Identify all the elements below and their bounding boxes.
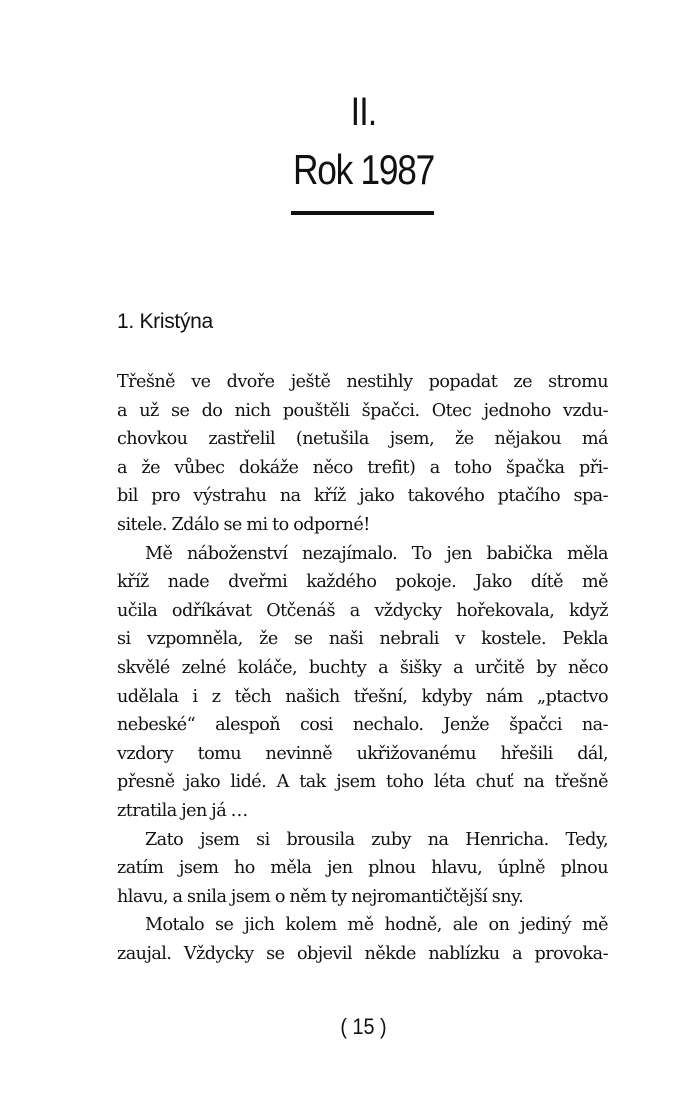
title-rule — [291, 211, 434, 215]
text-line: skvělé zelné koláče, buchty a šišky a určitě by něco — [117, 657, 608, 678]
page-number: ( 15 ) — [340, 1014, 387, 1039]
text-line: učila odříkávat Otčenáš a vždycky hořekovala, když — [117, 600, 608, 621]
text-line: bil pro výstrahu na kříž jako takového ptačího spa- — [117, 486, 608, 507]
text-line: Mě náboženství nezajímalo. To jen babička měla — [145, 543, 608, 564]
text-line: vzdory tomu nevinně ukřižovanému hřešili dál, — [117, 743, 608, 764]
text-line: kříž nade dveřmi každého pokoje. Jako dítě mě — [117, 572, 608, 593]
text-line: nebeské“ alespoň cosi nechalo. Jenže špačci na- — [117, 715, 608, 736]
text-line: a už se do nich pouštěli špačci. Otec jednoho vzdu- — [117, 400, 608, 421]
text-line: ztratila jen já … — [117, 800, 248, 821]
part-number: II. — [350, 90, 377, 134]
text-line: Motalo se jich kolem mě hodně, ale on jediný mě — [145, 915, 608, 936]
text-line: udělala i z těch našich třešní, kdyby nám „ptactvo — [117, 686, 608, 707]
text-line: hlavu, a snila jsem o něm ty nejromantičtější sny. — [117, 886, 524, 907]
part-title: Rok 1987 — [293, 146, 434, 193]
text-line: přesně jako lidé. A tak jsem toho léta chuť na třešně — [117, 772, 608, 793]
body-text — [117, 368, 608, 968]
text-line: sitele. Zdálo se mi to odporné! — [117, 514, 370, 535]
text-line: a že vůbec dokáže něco trefit) a toho špačka při- — [117, 457, 608, 478]
text-line: chovkou zastřelil (netušila jsem, že nějakou má — [117, 429, 608, 450]
text-line: Třešně ve dvoře ještě nestihly popadat ze stromu — [117, 372, 608, 392]
chapter-heading: 1. Kristýna — [117, 310, 213, 333]
text-line: zaujal. Vždycky se objevil někde nablízku a provoka- — [117, 943, 608, 964]
text-line: si vzpomněla, že se naši nebrali v kostele. Pekla — [117, 629, 608, 650]
text-line: Zato jsem si brousila zuby na Henricha. Tedy, — [145, 829, 608, 850]
text-line: zatím jsem ho měla jen plnou hlavu, úplně plnou — [117, 858, 608, 879]
